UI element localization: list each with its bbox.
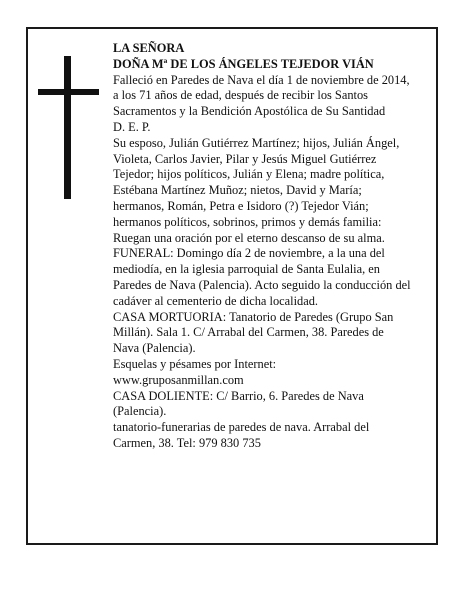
notice-text [113, 41, 413, 452]
cross-horizontal-bar [38, 89, 99, 95]
rip-line: D. E. P. [113, 119, 151, 134]
funeral-home-info: tanatorio-funerarias de paredes de nava. Arrabal del Carmen, 38. Tel: 979 830 735 [113, 420, 370, 450]
family-list: Su esposo, Julián Gutiérrez Martínez; hijos, Julián Ángel, Violeta, Carlos Javier, Pilar y Jesús Miguel Gutiérrez Tejedor; hijos políticos, Julián y Elena; madre política, Estébana Martínez Muñoz; nietos, David y María; hermanos, Román, Petra e Isidoro (?) Tejedor Vián; hermanos políticos, sobrinos, primos y demás familia: [113, 135, 400, 229]
prayer-request: Ruegan una oración por el eterno descanso de su alma. [113, 230, 385, 245]
funeral-info: FUNERAL: Domingo día 2 de noviembre, a la una del mediodía, en la iglesia parroquial de Santa Eulalia, en Paredes de Nava (Palencia). Acto seguido la conducción del cadáver al cementerio de dicha localidad. [113, 246, 411, 308]
notice-title: LA SEÑORA [113, 41, 185, 55]
death-statement: Falleció en Paredes de Nava el día 1 de noviembre de 2014, a los 71 años de edad, después de recibir los Santos Sacramentos y la Bendición Apostólica de Su Santidad [113, 72, 410, 119]
deceased-name: DOÑA Mª DE LOS ÁNGELES TEJEDOR VIÁN [113, 56, 374, 71]
internet-label: Esquelas y pésames por Internet: [113, 356, 277, 371]
internet-url: www.gruposanmillan.com [113, 372, 244, 387]
cross-vertical-bar [64, 56, 71, 199]
home-info: CASA DOLIENTE: C/ Barrio, 6. Paredes de Nava (Palencia). [113, 388, 364, 419]
mortuary-info: CASA MORTUORIA: Tanatorio de Paredes (Grupo San Millán). Sala 1. C/ Arrabal del Carmen, 38. Paredes de Nava (Palencia). [113, 309, 394, 356]
obituary-notice [26, 27, 438, 545]
cross-icon [38, 56, 99, 199]
